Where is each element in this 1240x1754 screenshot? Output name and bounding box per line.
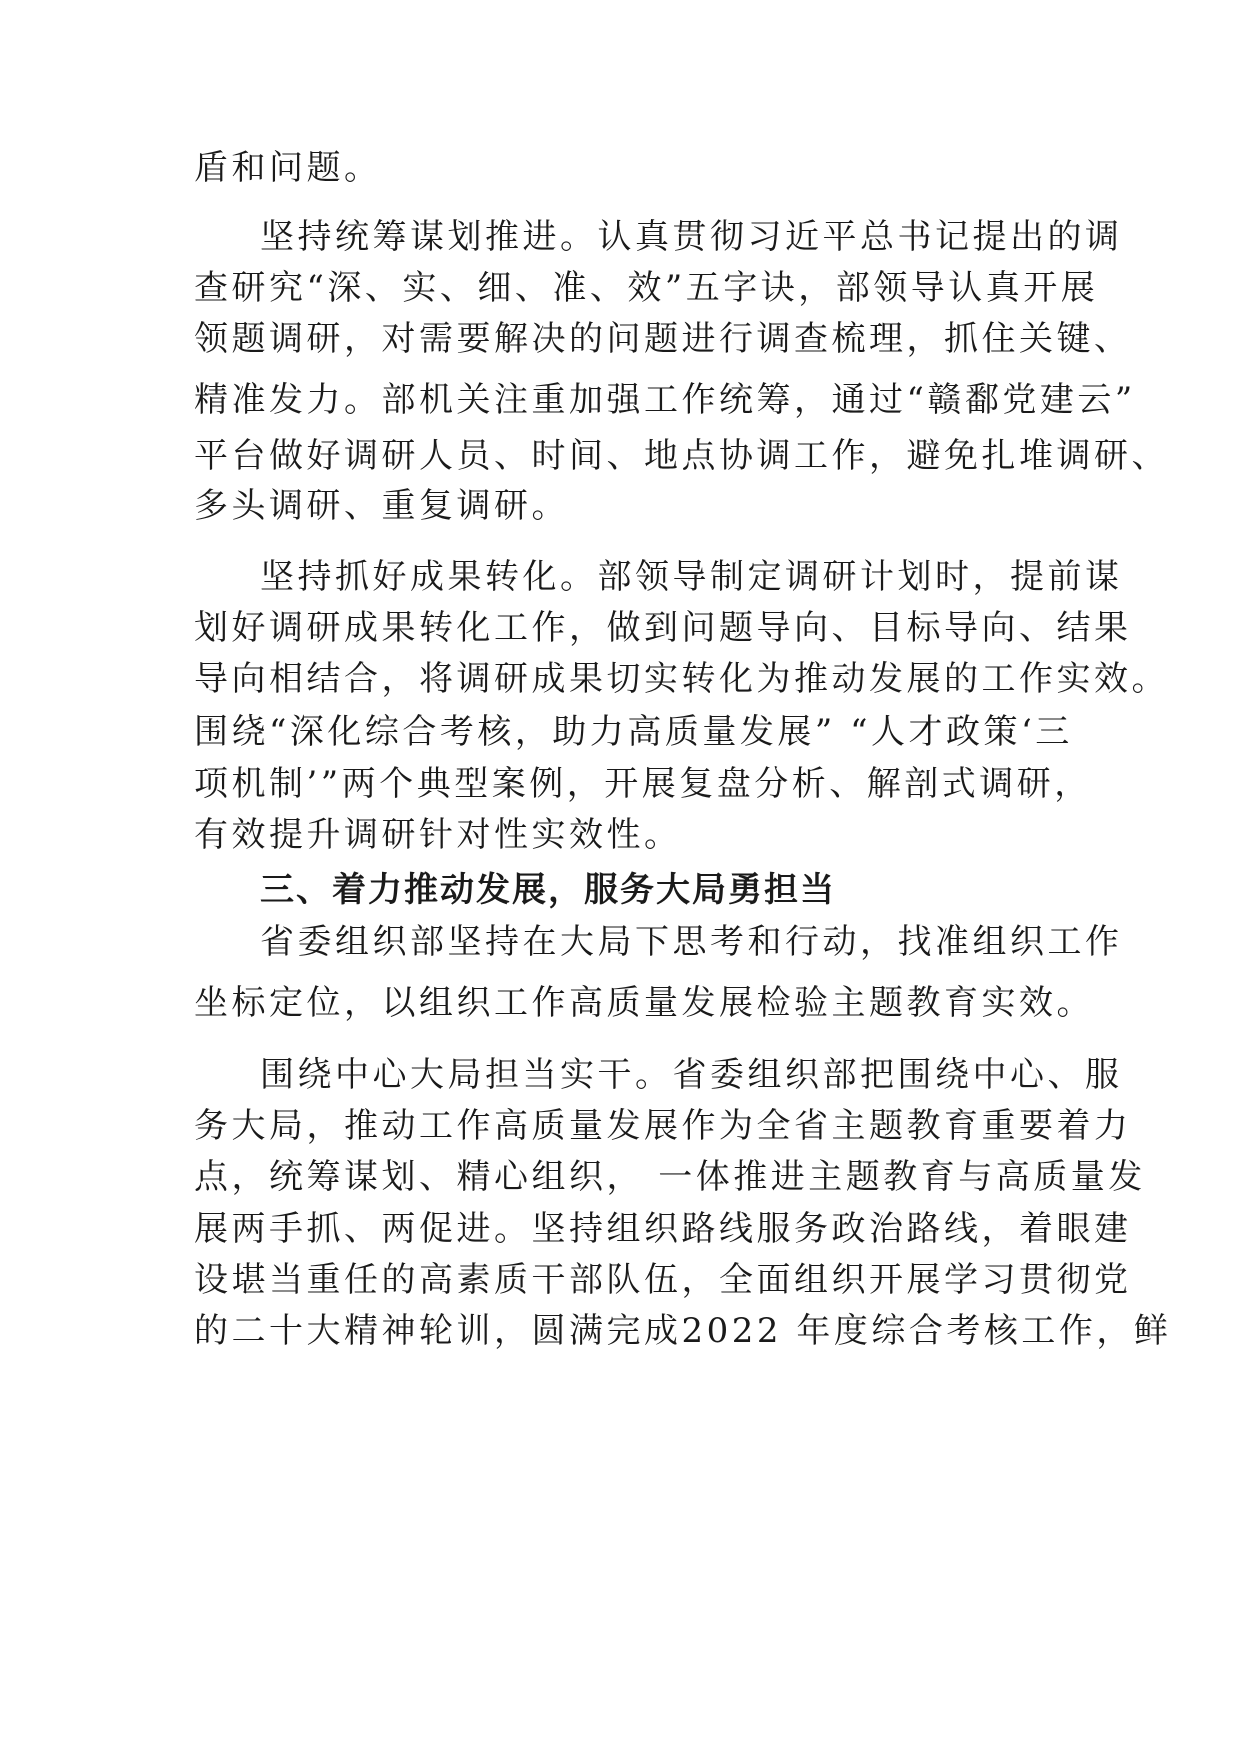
paragraph-line: 的二十大精神轮训，圆满完成2022 年度综合考核工作，鲜 — [194, 1311, 1172, 1351]
paragraph-line: 精准发力。部机关注重加强工作统筹，通过“赣鄱党建云” — [194, 380, 1136, 420]
paragraph-line: 省委组织部坚持在大局下思考和行动，找准组织工作 — [260, 922, 1123, 962]
paragraph-line: 务大局，推动工作高质量发展作为全省主题教育重要着力 — [194, 1106, 1132, 1146]
paragraph-line: 坚持抓好成果转化。部领导制定调研计划时，提前谋 — [260, 557, 1123, 597]
paragraph-line: 项机制’”两个典型案例，开展复盘分析、解剖式调研， — [194, 764, 1092, 804]
paragraph-line: 展两手抓、两促进。坚持组织路线服务政治路线，着眼建 — [194, 1209, 1132, 1249]
paragraph-line: 围绕“深化综合考核，助力高质量发展” “人才政策‘三 — [194, 712, 1073, 752]
paragraph-line: 领题调研，对需要解决的问题进行调查梳理，抓住关键、 — [194, 319, 1132, 359]
paragraph-line: 坐标定位，以组织工作高质量发展检验主题教育实效。 — [194, 983, 1094, 1023]
paragraph-line: 平台做好调研人员、时间、地点协调工作，避免扎堆调研、 — [194, 436, 1169, 476]
paragraph-line: 查研究“深、实、细、准、效”五字诀，部领导认真开展 — [194, 268, 1099, 308]
paragraph-line: 导向相结合，将调研成果切实转化为推动发展的工作实效。 — [194, 659, 1169, 699]
section-heading: 三、着力推动发展，服务大局勇担当 — [260, 870, 836, 910]
paragraph-line: 点，统筹谋划、精心组织， 一体推进主题教育与高质量发 — [194, 1157, 1146, 1197]
paragraph-line: 多头调研、重复调研。 — [194, 486, 569, 526]
paragraph-line: 围绕中心大局担当实干。省委组织部把围绕中心、服 — [260, 1055, 1123, 1095]
paragraph-line: 划好调研成果转化工作，做到问题导向、目标导向、结果 — [194, 608, 1132, 648]
paragraph-line: 坚持统筹谋划推进。认真贯彻习近平总书记提出的调 — [260, 217, 1123, 257]
paragraph-line: 有效提升调研针对性实效性。 — [194, 815, 682, 855]
paragraph-line: 设堪当重任的高素质干部队伍，全面组织开展学习贯彻党 — [194, 1260, 1132, 1300]
paragraph-line: 盾和问题。 — [194, 148, 382, 188]
